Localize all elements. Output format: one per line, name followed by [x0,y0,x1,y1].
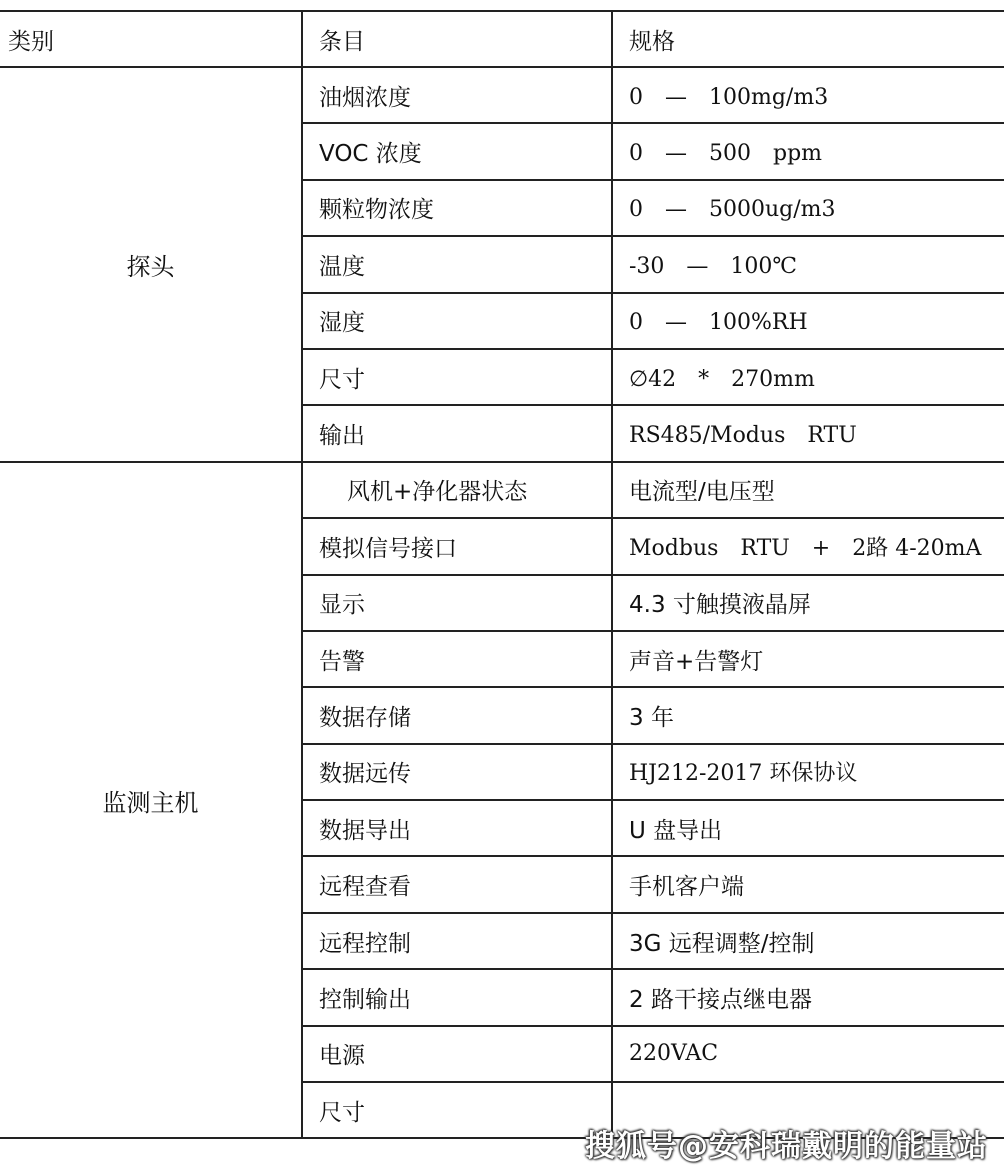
item-cell: 风机+净化器状态 [302,462,612,518]
header-spec: 规格 [612,11,1004,67]
watermark: 搜狐号@安科瑞戴明的能量站 [585,1129,988,1164]
item-cell: 告警 [302,631,612,687]
item-cell: 显示 [302,575,612,631]
spec-cell: 0 — 100%RH [612,293,1004,349]
item-cell: 颗粒物浓度 [302,180,612,236]
category-cell-probe: 探头 [0,67,302,462]
spec-cell: -30 — 100℃ [612,236,1004,292]
spec-cell: 4.3 寸触摸液晶屏 [612,575,1004,631]
item-cell: 模拟信号接口 [302,518,612,574]
spec-cell: HJ212-2017 环保协议 [612,744,1004,800]
item-cell: 温度 [302,236,612,292]
spec-cell: ∅42 * 270mm [612,349,1004,405]
item-cell: 油烟浓度 [302,67,612,123]
spec-cell: 0 — 100mg/m3 [612,67,1004,123]
item-cell: 远程查看 [302,856,612,912]
item-cell: 尺寸 [302,349,612,405]
table-row [0,67,1004,123]
item-cell: 湿度 [302,293,612,349]
table-row [0,462,1004,518]
spec-cell: 手机客户端 [612,856,1004,912]
spec-cell: 2 路干接点继电器 [612,969,1004,1025]
spec-cell: 电流型/电压型 [612,462,1004,518]
spec-cell: 声音+告警灯 [612,631,1004,687]
spec-table [0,10,1004,1139]
item-cell: 控制输出 [302,969,612,1025]
spec-cell: U 盘导出 [612,800,1004,856]
spec-cell: 0 — 500 ppm [612,123,1004,179]
category-cell-host: 监测主机 [0,462,302,1139]
item-cell: 数据远传 [302,744,612,800]
item-cell: 输出 [302,405,612,461]
item-cell: VOC 浓度 [302,123,612,179]
spec-cell: 3G 远程调整/控制 [612,913,1004,969]
spec-cell: 0 — 5000ug/m3 [612,180,1004,236]
item-cell: 数据存储 [302,687,612,743]
item-cell: 远程控制 [302,913,612,969]
spec-cell: 220VAC [612,1026,1004,1082]
header-row [0,11,1004,67]
spec-cell: Modbus RTU + 2路 4-20mA [612,518,1004,574]
item-cell: 尺寸 [302,1082,612,1138]
item-cell: 电源 [302,1026,612,1082]
spec-cell: RS485/Modus RTU [612,405,1004,461]
spec-cell: 3 年 [612,687,1004,743]
item-cell: 数据导出 [302,800,612,856]
header-category: 类别 [0,11,302,67]
header-item: 条目 [302,11,612,67]
